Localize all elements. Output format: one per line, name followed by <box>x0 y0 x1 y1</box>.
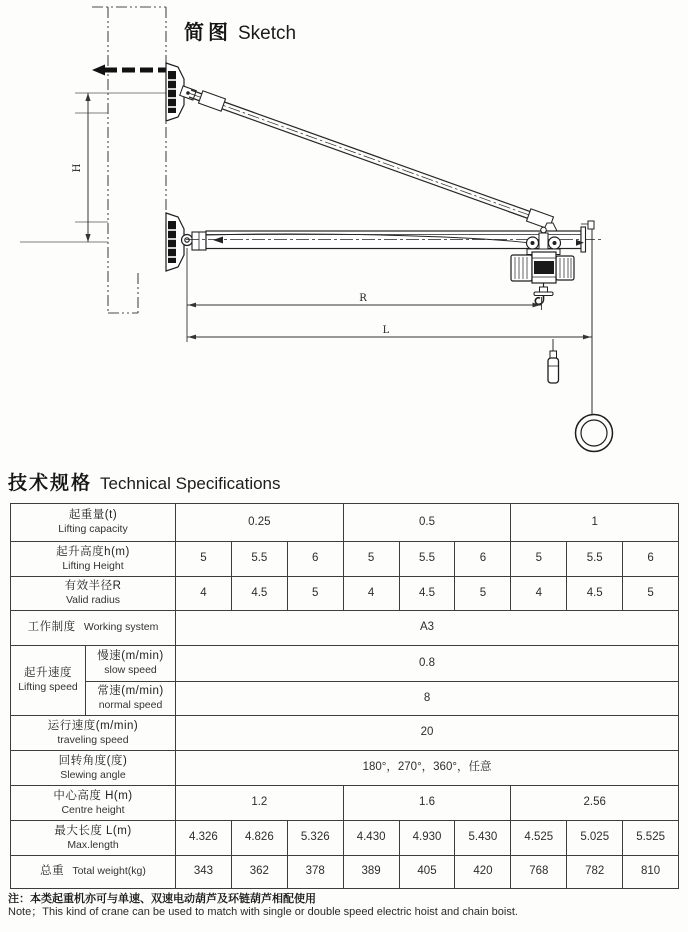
sketch-title <box>184 16 296 45</box>
cell-weight-5: 405 <box>399 856 455 889</box>
label-max-length <box>11 821 176 856</box>
cell-length-7: 4.525 <box>511 821 567 856</box>
cell-height-2: 5.5 <box>231 542 287 577</box>
cell-radius-5: 4.5 <box>399 577 455 611</box>
cell-length-5: 4.930 <box>399 821 455 856</box>
row-total-weight <box>11 856 679 889</box>
cell-weight-4: 389 <box>343 856 399 889</box>
cell-radius-4: 4 <box>343 577 399 611</box>
row-lifting-height <box>11 542 679 577</box>
cell-capacity-2: 0.5 <box>343 504 511 542</box>
cell-height-1: 5 <box>176 542 232 577</box>
cell-centre-height-2: 1.6 <box>343 786 511 821</box>
label-lifting-speed <box>11 646 86 716</box>
cable-ring <box>576 415 613 452</box>
cell-traveling-speed: 20 <box>176 716 679 751</box>
label-en: Total weight(kg) <box>72 865 146 878</box>
label-zh: 慢速(m/min) <box>97 650 164 663</box>
section-heading-en: Technical Specifications <box>100 474 281 493</box>
label-valid-radius <box>11 577 176 611</box>
section-heading-zh: 技术规格 <box>8 473 93 494</box>
section-heading <box>8 468 281 495</box>
cell-weight-9: 810 <box>623 856 679 889</box>
crane-sketch <box>0 0 688 462</box>
cell-length-8: 5.025 <box>567 821 623 856</box>
cell-weight-6: 420 <box>455 856 511 889</box>
cell-working-system: A3 <box>176 611 679 646</box>
row-centre-height <box>11 786 679 821</box>
cell-capacity-3: 1 <box>511 504 679 542</box>
row-lifting-capacity <box>11 504 679 542</box>
cell-length-1: 4.326 <box>176 821 232 856</box>
row-traveling-speed <box>11 716 679 751</box>
dimension-h <box>72 93 91 242</box>
dimension-extension-lines <box>20 93 166 242</box>
label-slewing-angle <box>11 751 176 786</box>
dimension-r-label: R <box>359 293 367 304</box>
sketch-title-en: Sketch <box>238 23 297 44</box>
hook <box>534 283 553 304</box>
label-zh: 回转角度(度) <box>58 754 128 767</box>
label-en: Slewing angle <box>60 768 126 781</box>
cell-length-9: 5.525 <box>623 821 679 856</box>
spec-table <box>10 503 679 889</box>
label-zh: 总重 <box>40 865 65 878</box>
electric-hoist <box>511 252 574 283</box>
label-traveling-speed <box>11 716 176 751</box>
sketch-title-zh: 简图 <box>184 22 232 44</box>
label-en: Lifting Height <box>62 559 124 572</box>
label-zh: 工作制度 <box>27 621 76 634</box>
label-zh: 起升速度 <box>24 667 72 680</box>
cell-height-7: 5 <box>511 542 567 577</box>
wall-column <box>92 7 166 313</box>
dimension-l-label: L <box>382 325 390 336</box>
cell-centre-height-1: 1.2 <box>176 786 344 821</box>
label-en: Max.length <box>67 838 119 851</box>
cell-slewing-angle: 180°，270°，360°，任意 <box>176 751 679 786</box>
label-zh: 起重量(t) <box>68 509 118 522</box>
cell-radius-2: 4.5 <box>231 577 287 611</box>
cell-centre-height-3: 2.56 <box>511 786 679 821</box>
cell-length-2: 4.826 <box>231 821 287 856</box>
cell-radius-7: 4 <box>511 577 567 611</box>
anchor-bolt-arrow <box>92 65 168 76</box>
cell-weight-7: 768 <box>511 856 567 889</box>
label-en: traveling speed <box>57 733 129 746</box>
label-zh: 起升高度h(m) <box>56 545 130 558</box>
tie-rod <box>189 90 557 231</box>
cell-radius-9: 5 <box>623 577 679 611</box>
dimension-l <box>187 325 592 339</box>
cell-radius-8: 4.5 <box>567 577 623 611</box>
label-centre-height <box>11 786 176 821</box>
cell-length-4: 4.430 <box>343 821 399 856</box>
cell-capacity-1: 0.25 <box>176 504 344 542</box>
dimension-h-label: H <box>72 163 83 173</box>
label-slow-speed <box>86 646 176 682</box>
label-en: normal speed <box>98 699 163 712</box>
cell-height-3: 6 <box>287 542 343 577</box>
label-en: Lifting capacity <box>58 523 128 536</box>
label-lifting-capacity <box>11 504 176 542</box>
label-zh: 常速(m/min) <box>97 685 164 698</box>
pendant-control <box>548 339 559 383</box>
dimension-r <box>187 248 542 342</box>
row-slow-speed <box>11 646 679 682</box>
cell-radius-3: 5 <box>287 577 343 611</box>
label-total-weight <box>11 856 176 889</box>
cell-height-8: 5.5 <box>567 542 623 577</box>
cell-length-3: 5.326 <box>287 821 343 856</box>
cell-weight-2: 362 <box>231 856 287 889</box>
label-zh: 有效半径R <box>64 580 122 593</box>
label-zh: 中心高度 H(m) <box>53 789 133 802</box>
bottom-wall-bracket <box>166 213 193 271</box>
label-en: Working system <box>83 621 159 634</box>
footnote-zh: 注：本类起重机亦可与单速、双速电动葫芦及环链葫芦相配使用 <box>8 893 316 905</box>
row-max-length <box>11 821 679 856</box>
label-zh: 运行速度(m/min) <box>47 719 139 732</box>
row-working-system <box>11 611 679 646</box>
label-zh: 最大长度 L(m) <box>54 824 132 837</box>
cell-length-6: 5.430 <box>455 821 511 856</box>
cell-radius-1: 4 <box>176 577 232 611</box>
cell-slow-speed: 0.8 <box>176 646 679 682</box>
cell-height-6: 6 <box>455 542 511 577</box>
cell-height-4: 5 <box>343 542 399 577</box>
row-normal-speed <box>11 682 679 716</box>
top-wall-bracket <box>166 63 196 121</box>
cell-radius-6: 5 <box>455 577 511 611</box>
cell-normal-speed: 8 <box>176 682 679 716</box>
cell-height-9: 6 <box>623 542 679 577</box>
label-en: slow speed <box>104 664 157 677</box>
cell-weight-8: 782 <box>567 856 623 889</box>
label-en: Centre height <box>61 803 125 816</box>
label-lifting-height <box>11 542 176 577</box>
footnote-en: Note；This kind of crane can be used to match with single or double speed electric hoist and chain boist. <box>8 906 518 919</box>
cell-weight-3: 378 <box>287 856 343 889</box>
cell-height-5: 5.5 <box>399 542 455 577</box>
row-valid-radius <box>11 577 679 611</box>
label-working-system <box>11 611 176 646</box>
label-en: Valid radius <box>65 594 121 607</box>
label-normal-speed <box>86 682 176 716</box>
row-slewing-angle <box>11 751 679 786</box>
footnote <box>8 893 518 919</box>
label-en: Lifting speed <box>18 681 78 694</box>
cell-weight-1: 343 <box>176 856 232 889</box>
